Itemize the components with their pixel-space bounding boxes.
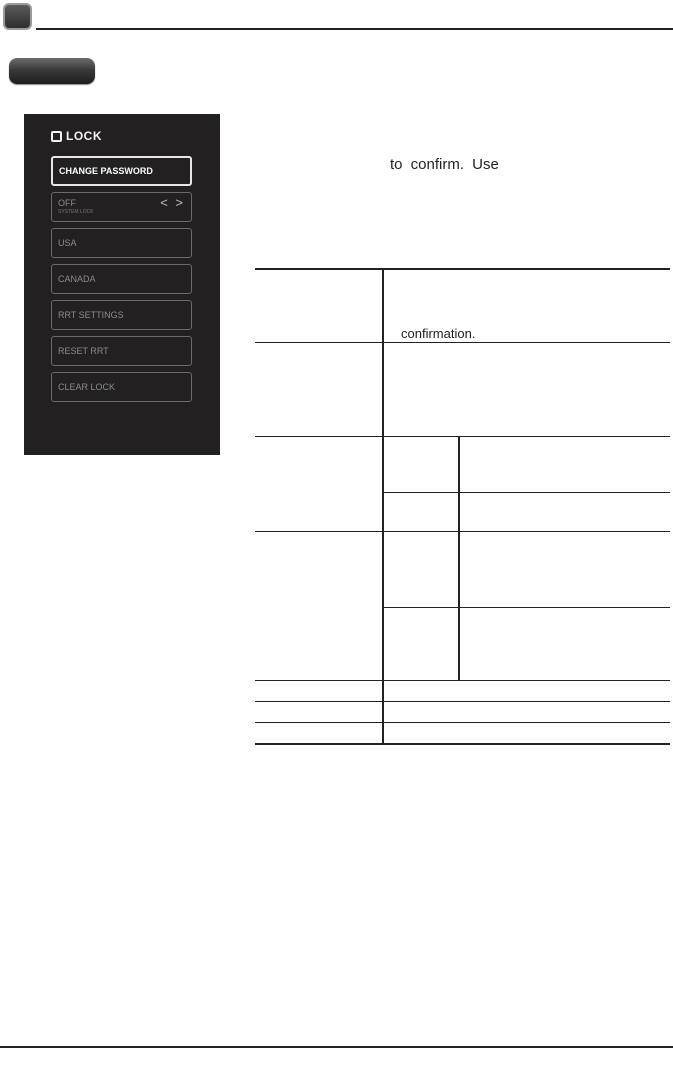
table-row-rule bbox=[255, 436, 670, 437]
table-row-rule bbox=[255, 722, 670, 723]
menu-item-rrt-settings[interactable] bbox=[51, 300, 192, 330]
table-cell-text: confirmation. bbox=[401, 326, 476, 341]
menu-item-label: USA bbox=[58, 238, 77, 248]
table-row-rule bbox=[255, 701, 670, 702]
panel-title-label: LOCK bbox=[66, 129, 102, 143]
footer-divider bbox=[0, 1046, 673, 1048]
chapter-icon bbox=[3, 3, 32, 30]
section-tab bbox=[9, 58, 95, 84]
menu-item-value: OFF bbox=[58, 198, 76, 208]
menu-item-label: RESET RRT bbox=[58, 346, 109, 356]
table-subrow-rule bbox=[383, 607, 670, 608]
menu-item-clear-lock[interactable] bbox=[51, 372, 192, 402]
table-subrow-rule bbox=[383, 492, 670, 493]
table-row-rule bbox=[255, 342, 670, 343]
table-column-rule bbox=[382, 268, 384, 745]
table-row-rule bbox=[255, 680, 670, 681]
left-right-arrows-icon[interactable]: < > bbox=[160, 195, 185, 210]
menu-item-usa[interactable] bbox=[51, 228, 192, 258]
menu-item-reset-rrt[interactable] bbox=[51, 336, 192, 366]
table-row-rule bbox=[255, 531, 670, 532]
table-top-rule bbox=[255, 268, 670, 270]
checkbox-icon bbox=[51, 131, 62, 142]
instruction-text: to confirm. Use bbox=[390, 156, 499, 173]
lock-menu-panel bbox=[24, 114, 220, 455]
menu-item-sublabel: SYSTEM LOCK bbox=[58, 209, 94, 215]
table-bottom-rule bbox=[255, 743, 670, 745]
menu-item-label: CHANGE PASSWORD bbox=[59, 166, 153, 176]
header-divider bbox=[36, 28, 673, 30]
menu-item-canada[interactable] bbox=[51, 264, 192, 294]
menu-item-change-password[interactable] bbox=[51, 156, 192, 186]
panel-title bbox=[51, 129, 102, 143]
menu-item-label: CANADA bbox=[58, 274, 96, 284]
table-subcolumn-rule bbox=[458, 436, 460, 681]
menu-item-system-lock[interactable] bbox=[51, 192, 192, 222]
menu-item-label: RRT SETTINGS bbox=[58, 310, 124, 320]
menu-item-label: CLEAR LOCK bbox=[58, 382, 116, 392]
